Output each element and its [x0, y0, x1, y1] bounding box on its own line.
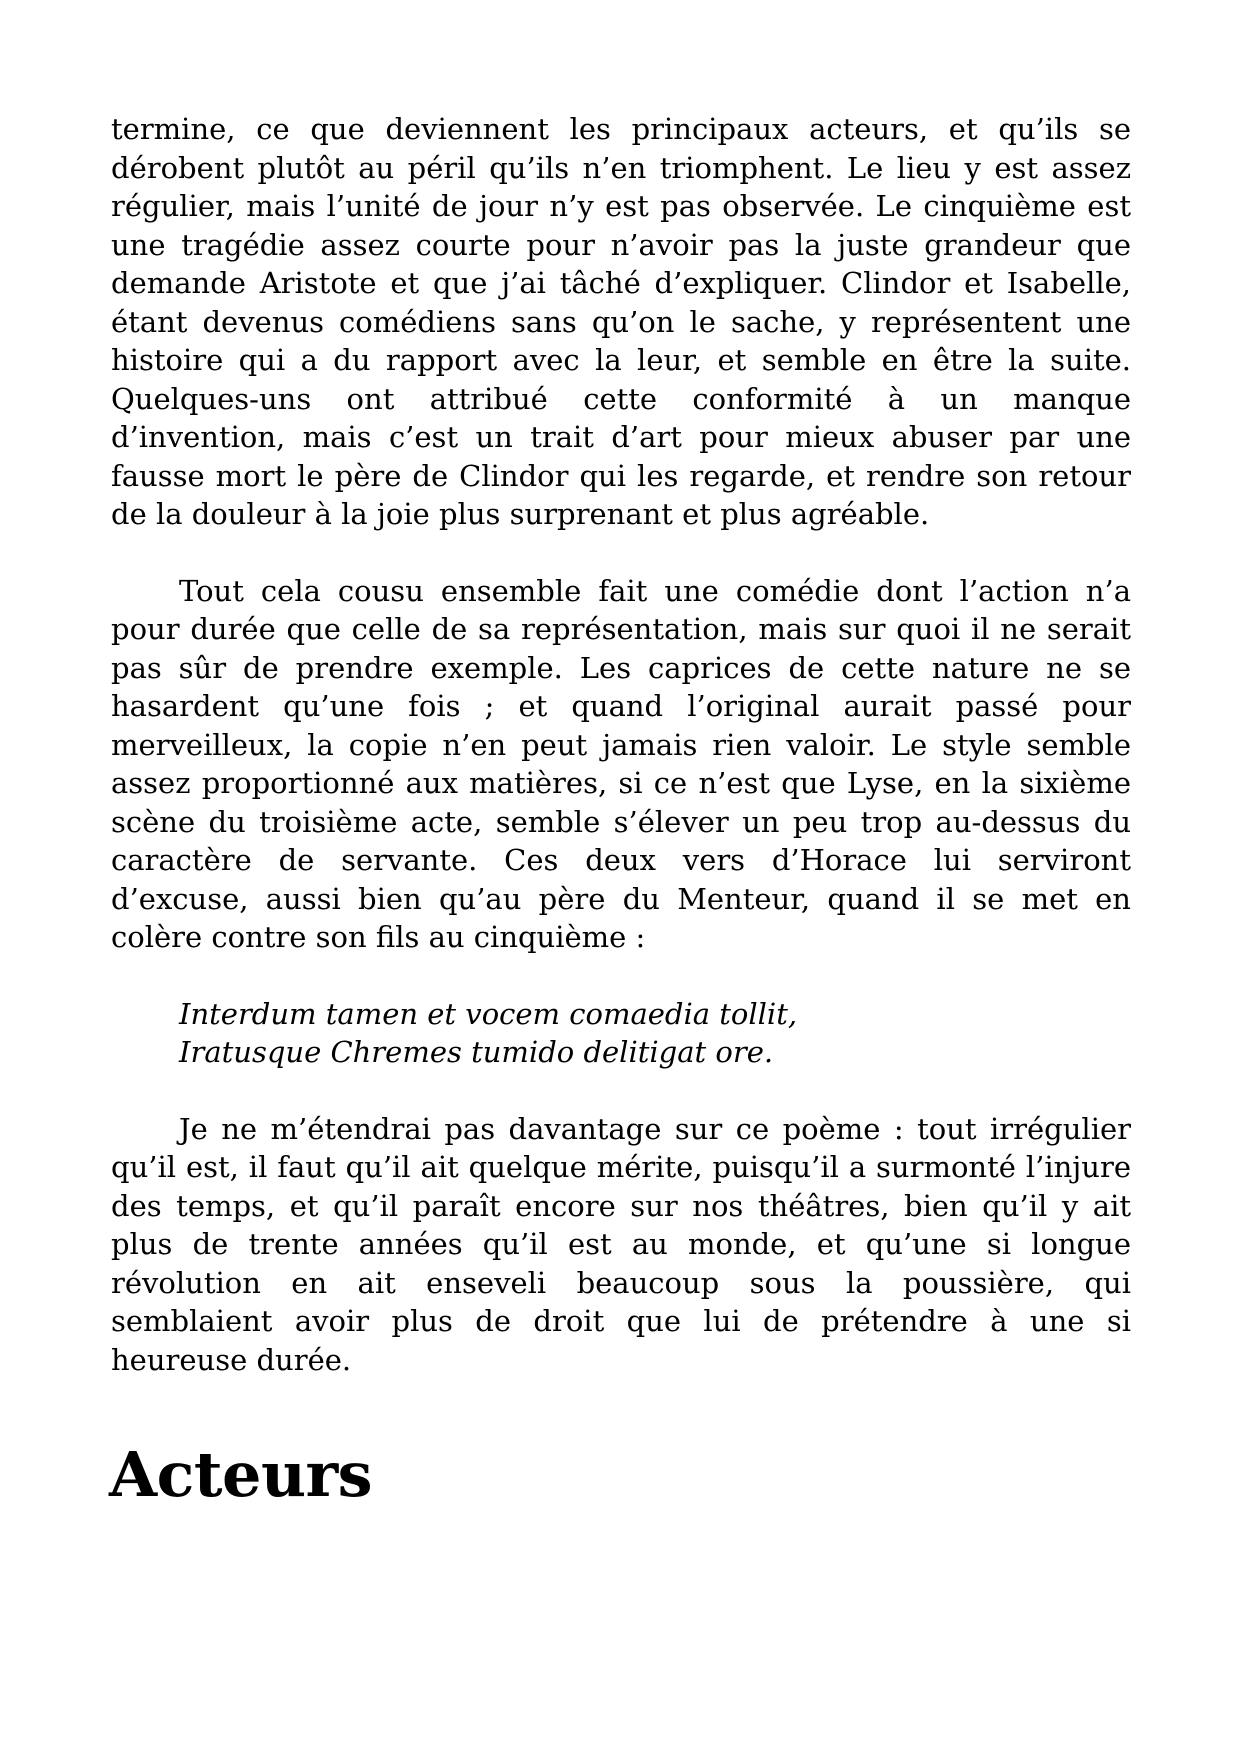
page-body [111, 110, 1131, 1379]
paragraph-continuation: termine, ce que deviennent les principaux acteurs, et qu’ils se dérobent plutôt au péril qu’ils n’en triomphent. Le lieu y est assez régulier, mais l’unité de jour n’y est pas observée. Le cinquième est une tragédie assez courte pour n’avoir pas la juste grandeur que demande Aristote et que j’ai tâché d’expliquer. Clindor et Isabelle, étant devenus comédiens sans qu’on le sache, y représentent une histoire qui a du rapport avec la leur, et semble en être la suite. Quelques-uns ont attribué cette conformité à un manque d’invention, mais c’est un trait d’art pour mieux abuser par une fausse mort le père de Clindor qui les regarde, et rendre son retour de la douleur à la joie plus surprenant et plus agréable. [111, 112, 1131, 531]
verse-line-1: Interdum tamen et vocem comaedia tollit, [179, 996, 798, 1031]
verse-line-2: Iratusque Chremes tumido delitigat ore. [179, 1035, 774, 1069]
latin-verse-quote [179, 995, 1131, 1072]
section-heading-acteurs: Acteurs [109, 1438, 373, 1511]
paragraph-conclusion: Je ne m’étendrai pas davantage sur ce poème : tout irrégulier qu’il est, il faut qu’il ait quelque mérite, puisqu’il a surmonté l’injure des temps, et qu’il paraît encore sur nos théâtres, bien qu’il y ait plus de trente années qu’il est au monde, et qu’une si longue révolution en ait enseveli beaucoup sous la poussière, qui semblaient avoir plus de droit que lui de prétendre à une si heureuse durée. [111, 1111, 1131, 1377]
paragraph-comedie: Tout cela cousu ensemble fait une comédie dont l’action n’a pour durée que celle de sa représentation, mais sur quoi il ne serait pas sûr de prendre exemple. Les caprices de cette nature ne se hasardent qu’une fois ; et quand l’original aurait passé pour merveilleux, la copie n’en peut jamais rien valoir. Le style semble assez proportionné aux matières, si ce n’est que Lyse, en la sixième scène du troisième acte, semble s’élever un peu trop au-dessus du caractère de servante. Ces deux vers d’Horace lui serviront d’excuse, aussi bien qu’au père du Menteur, quand il se met en colère contre son fils au cinquième : [111, 573, 1131, 954]
